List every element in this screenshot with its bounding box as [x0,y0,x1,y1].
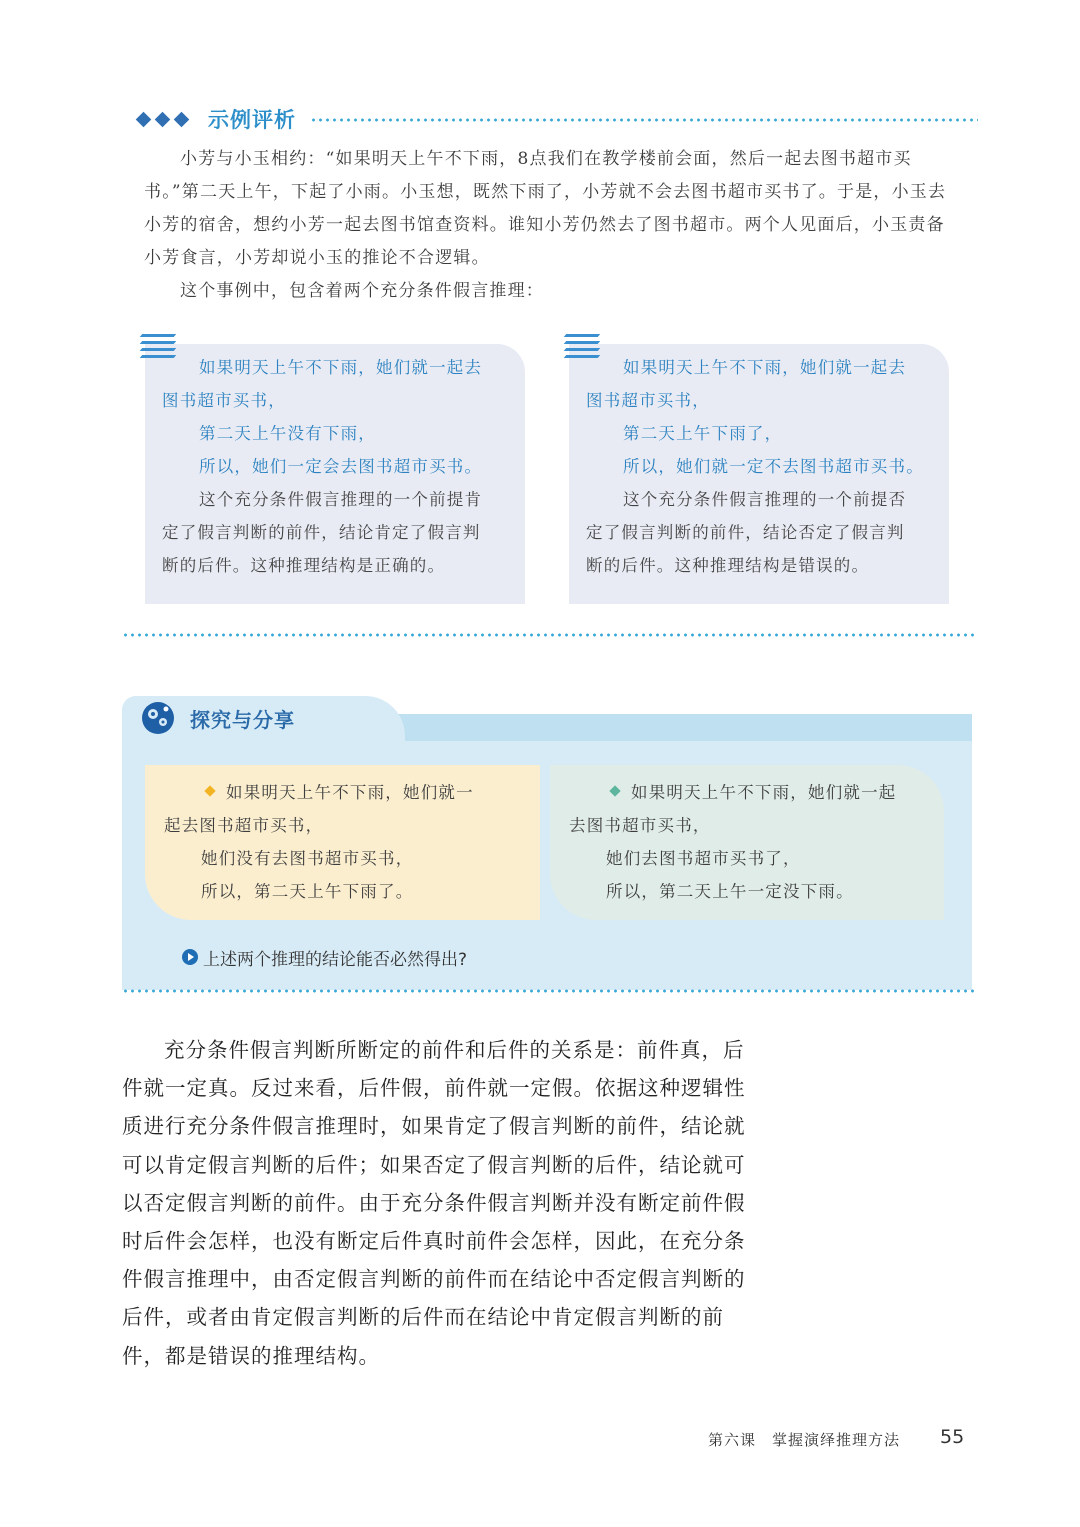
card-line: 所以，第二天上午一定没下雨。 [606,882,854,901]
page-number: 55 [940,1426,965,1448]
main-text [122,1031,762,1375]
example-box-correct [145,344,525,604]
analysis-line: 断的后件。这种推理结构是正确的。 [162,556,446,575]
premise-line: 图书超市买书， [162,391,286,410]
analysis-line: 断的后件。这种推理结构是错误的。 [586,556,870,575]
analysis-line: 定了假言判断的前件，结论否定了假言判 [586,523,905,542]
analysis-line: 这个充分条件假言推理的一个前提否 [623,490,907,509]
diamond-bullet-icon [609,785,620,796]
card-line [569,776,931,809]
example-box-incorrect [569,344,949,604]
card-line: 她们去图书超市买书了， [606,849,801,868]
card-line: 起去图书超市买书， [164,816,324,835]
card-line: 她们没有去图书超市买书， [201,849,414,868]
dotted-divider [122,633,974,637]
conclusion: 所以，她们一定会去图书超市买书。 [199,457,483,476]
section-title: 示例评析 [208,108,296,132]
main-paragraph: 充分条件假言判断所断定的前件和后件的关系是：前件真，后件就一定真。反过来看，后件假，前件就一定假。依据这种逻辑性质进行充分条件假言推理时，如果肯定了假言判断的前件，结论就可以肯定假言判断的后件；如果否定了假言判断的后件，结论就可以否定假言判断的前件。由于充分条件假言判断并没有断定前件假时后件会怎样，也没有断定后件真时前件会怎样，因此，在充分条件假言推理中，由否定假言判断的前件而在结论中否定假言判断的后件，或者由肯定假言判断的后件而在结论中肯定假言判断的前件，都是错误的推理结构。 [122,1038,746,1368]
analysis-line: 定了假言判断的前件，结论肯定了假言判 [162,523,481,542]
explore-card-1 [145,765,540,920]
analysis-line: 这个充分条件假言推理的一个前提肯 [199,490,483,509]
section-header [138,104,978,136]
play-arrow-icon [182,949,198,965]
explore-title: 探究与分享 [190,708,295,732]
card-line-text: 如果明天上午不下雨，她们就一起 [631,783,897,802]
diamond-bullets-icon [138,110,195,129]
card-line-text: 如果明天上午不下雨，她们就一 [226,783,474,802]
gears-icon [140,700,176,736]
card-line: 去图书超市买书， [569,816,711,835]
card-line: 所以，第二天上午下雨了。 [201,882,414,901]
diamond-bullet-icon [204,785,215,796]
minor-premise: 第二天上午下雨了， [623,424,783,443]
dotted-rule [310,118,978,122]
intro-text [144,143,959,308]
explore-card-2 [550,765,944,920]
card-line [164,776,526,809]
premise-line: 如果明天上午不下雨，她们就一起去 [199,358,483,377]
premise-line: 图书超市买书， [586,391,710,410]
intro-paragraph-1: 小芳与小玉相约：“如果明天上午不下雨，8点我们在教学楼前会面，然后一起去图书超市买书。”第二天上午，下起了小雨。小玉想，既然下雨了，小芳就不会去图书超市买书了。于是，小玉去小芳的宿舍，想约小芳一起去图书馆查资料。谁知小芳仍然去了图书超市。两个人见面后，小玉责备小芳食言，小芳却说小玉的推论不合逻辑。 [144,149,947,268]
premise-line: 如果明天上午不下雨，她们就一起去 [623,358,907,377]
dotted-divider [122,989,974,993]
conclusion: 所以，她们就一定不去图书超市买书。 [623,457,924,476]
footer-lesson-title: 第六课 掌握演绎推理方法 [708,1431,901,1449]
minor-premise: 第二天上午没有下雨， [199,424,376,443]
intro-paragraph-2: 这个事例中，包含着两个充分条件假言推理： [180,281,544,301]
question-text: 上述两个推理的结论能否必然得出? [203,950,468,970]
